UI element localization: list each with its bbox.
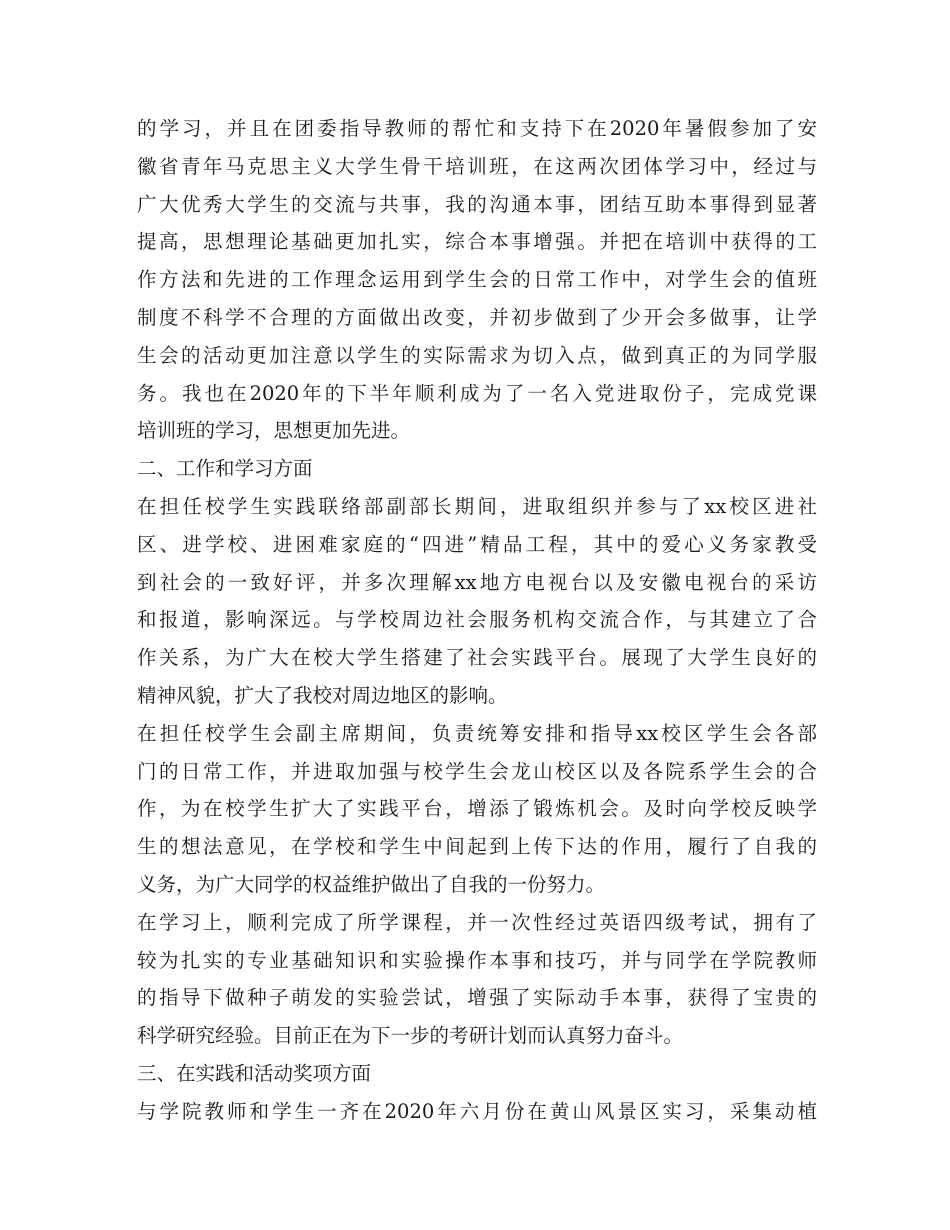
text-line: 作方法和先进的工作理念运用到学生会的日常工作中，对学生会的值班 bbox=[137, 268, 817, 292]
text-line: 徽省青年马克思主义大学生骨干培训班，在这两次团体学习中，经过与 bbox=[137, 154, 817, 178]
text-line: 培训班的学习，思想更加先进。 bbox=[137, 419, 411, 443]
text-line: 在学习上，顺利完成了所学课程，并一次性经过英语四级考试，拥有了 bbox=[137, 910, 817, 934]
document-body bbox=[137, 110, 817, 1131]
text-line: 提高，思想理论基础更加扎实，综合本事增强。并把在培训中获得的工 bbox=[137, 230, 817, 254]
text-line: 在担任校学生实践联络部副部长期间，进取组织并参与了xx校区进社 bbox=[137, 494, 817, 518]
text-line: 务。我也在2020年的下半年顺利成为了一名入党进取份子，完成党课 bbox=[137, 381, 817, 405]
text-line: 到社会的一致好评，并多次理解xx地方电视台以及安徽电视台的采访 bbox=[137, 570, 817, 594]
text-line: 广大优秀大学生的交流与共事，我的沟通本事，团结互助本事得到显著 bbox=[137, 192, 817, 216]
text-line: 制度不科学不合理的方面做出改变，并初步做到了少开会多做事，让学 bbox=[137, 305, 817, 329]
text-line: 精神风貌，扩大了我校对周边地区的影响。 bbox=[137, 683, 508, 707]
text-line: 作关系，为广大在校大学生搭建了社会实践平台。展现了大学生良好的 bbox=[137, 646, 817, 670]
text-line: 的学习，并且在团委指导教师的帮忙和支持下在2020年暑假参加了安 bbox=[137, 117, 817, 140]
text-line: 门的日常工作，并进取加强与校学生会龙山校区以及各院系学生会的合 bbox=[137, 759, 817, 783]
text-line: 较为扎实的专业基础知识和实验操作本事和技巧，并与同学在学院教师 bbox=[137, 948, 817, 972]
text-line: 在担任校学生会副主席期间，负责统筹安排和指导xx校区学生会各部 bbox=[137, 721, 817, 745]
text-line: 生的想法意见，在学校和学生中间起到上传下达的作用，履行了自我的 bbox=[137, 835, 817, 859]
text-line: 科学研究经验。目前正在为下一步的考研计划而认真努力奋斗。 bbox=[137, 1024, 684, 1048]
text-line: 二、工作和学习方面 bbox=[137, 457, 313, 481]
text-line: 的指导下做种子萌发的实验尝试，增强了实际动手本事，获得了宝贵的 bbox=[137, 986, 817, 1010]
text-line: 区、进学校、进困难家庭的“四进”精品工程，其中的爱心义务家教受 bbox=[137, 532, 817, 556]
text-line: 和报道，影响深远。与学校周边社会服务机构交流合作，与其建立了合 bbox=[137, 608, 817, 632]
text-line: 生会的活动更加注意以学生的实际需求为切入点，做到真正的为同学服 bbox=[137, 343, 817, 367]
text-line: 义务，为广大同学的权益维护做出了自我的一份努力。 bbox=[137, 872, 606, 896]
text-line: 作，为在校学生扩大了实践平台，增添了锻炼机会。及时向学校反映学 bbox=[137, 797, 817, 821]
text-line: 三、在实践和活动奖项方面 bbox=[137, 1061, 372, 1085]
text-line: 与学院教师和学生一齐在2020年六月份在黄山风景区实习，采集动植 bbox=[137, 1099, 817, 1123]
